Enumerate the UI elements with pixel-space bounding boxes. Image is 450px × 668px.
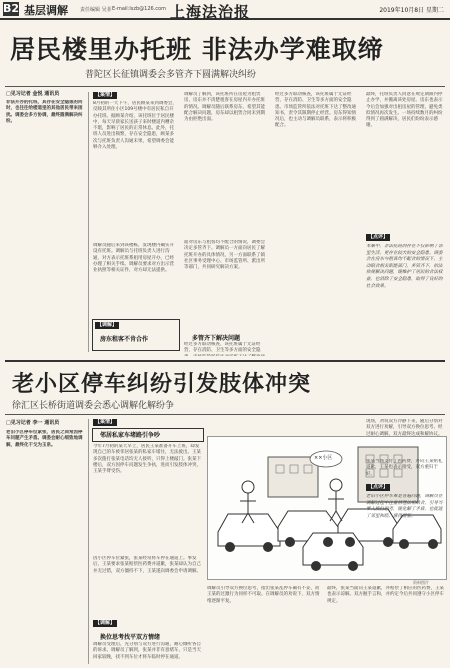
story2-body-e: 最终，张某当面向王某道歉，并赔偿了相应的医药费，王某也表示谅解。双方握手言和，并约定今后共同遵守小区停车规定。: [327, 586, 444, 604]
story1-headline: 居民楼里办托班 非法办学难取缔: [10, 35, 384, 64]
story1-lead: 非法开办的托班，其存在安全隐患的同时，也往往给楼道里的其他居民带来困扰。调委会多方协调，最终圆满解决纠纷。: [6, 100, 83, 124]
column-rule: [88, 419, 89, 664]
story2-comment-label: 【点评】: [368, 484, 389, 490]
illustration-sign-label: ××小区: [314, 455, 333, 461]
section-title: 基层调解: [24, 4, 68, 17]
story2-crosshead2: 换位思考找平双方情绪: [100, 634, 161, 641]
story1-comment-label: 【点评】: [368, 234, 389, 240]
story2-headline: 老小区停车纠纷引发肢体冲突: [12, 372, 312, 397]
story1-body-f: 最终，托班负责人同意在规定期限内停止办学，并搬离该处房屋。房东也表示今后会加强对出租房屋的管理，避免类似情况再次发生。一场持续数月的纠纷得到了圆满解决，居民们纷纷表示感谢。: [366, 92, 443, 129]
story2-body-d: 调解员引导双方换位思考，指出张某乱停车确有不妥，而王某的过激行为同样不可取。在调解员的劝说下，双方情绪逐渐平复。: [207, 586, 320, 604]
story1-byline: □见习记者 金悦 通讯员: [6, 91, 60, 97]
page-number: B2: [3, 2, 20, 15]
story1-body-d: 面对房东与租客均不配合的情况，调委会决定多管齐下。调解员一方面向居民了解托班开办的具体情况，另一方面联系了镇社区事务受理中心、市场监管所、派出所等部门，共同研究解决方案。: [184, 240, 265, 271]
story2-body-c: 调解员受理后，先分别与双方进行沟通，耐心倾听各自的诉求。调解员了解到，张某并非有意堵车，只是当天回家较晚，找不到车位才将车临时停在通道。: [93, 642, 201, 660]
issue-date: 2019年10月8日 星期二: [379, 7, 444, 14]
story1-crosshead1: 房东租客不肯合作: [100, 336, 149, 343]
story2-right-text-b: 张某当场支付了医药费，并向王某赔礼道歉，王某也表示接受，双方重归于好。: [366, 459, 443, 477]
story2-mediation-label: 【调解】: [95, 620, 116, 626]
story1-body-c: 调解员了解到，该托班所在房屋为租赁房，房东并不清楚租客在房屋内开办托班的情况。调解员随后联系房东，希望其能配合解决问题，房东却以租赁合同未到期为由拒绝出面。: [184, 92, 265, 123]
story2-right-text-a: 现场，劝说双方冷静下来，随后分别对双方进行劝解，引导双方换位思考。经过耐心调解，双方最终达成和解协议。: [366, 419, 443, 437]
story2-subhead: 徐汇区长桥街道调委会悉心调解化解纷争: [12, 401, 175, 411]
story1-body-a: 8月初的一天下午，居民顾某来到调委会，反映其所住小区109号楼中有居民私自开办托班。据顾某介绍，该托班位于居民楼中，每天早晨家长送孩子来时楼道内嘈杂不堪，影响了居民的正常休息。此外，托班人员进出频繁，存在安全隐患，顾某多次与托班负责人沟通未果，希望调委会能够介入处理。: [93, 101, 177, 151]
photo-credit: 资料图片: [413, 580, 429, 585]
story1-body-b: 调解员随后来到该楼栋，发现楼内确实开设有托班。调解员与托班负责人进行沟通，对方表示托班系租用房屋开办，已经办理了相关手续。调解员要求对方出示营业执照等相关证件，对方却无法提供。: [93, 243, 174, 274]
divider: [5, 86, 445, 87]
story1-subhead: 普陀区长征镇调委会多管齐下圆满解决纠纷: [85, 70, 257, 80]
email-line: E-mail:lszb@126.com: [112, 6, 166, 12]
story1-comment: 本案中，非法托班的存在不仅影响了邻里生活，更存在较大的安全隐患。调委会在房东与租客均不配合的情况下，主动联合相关职能部门，多管齐下，依法依规解决问题，既维护了居民的合法权益，也消除了安全隐患，取得了良好的社会效果。: [366, 244, 443, 289]
story2-case-label: 【案情】: [95, 419, 116, 425]
story1-case-label: 【案情】: [95, 92, 116, 98]
story2-lead: 老旧小区停车位紧张，居民之间常因停车问题产生矛盾。调委会耐心细致地调解，最终化干戈为玉帛。: [6, 430, 83, 448]
story1-body-e-tail: 经过多方联动核查，该托班属于无证经营，存在消防、卫生等多方面的安全隐: [184, 342, 261, 354]
story2-comment: 老旧小区停车难是普遍问题，调解员在调解过程中注重情理法相结合，引导当事人换位思考，既化解了矛盾，也促进了邻里和睦，值得借鉴。: [366, 494, 443, 519]
story1-crosshead2: 多管齐下解决问题: [192, 335, 241, 342]
section-divider: [5, 360, 445, 362]
divider: [5, 414, 445, 415]
story1-mediation-label: 【调解】: [97, 322, 118, 328]
column-rule: [88, 92, 89, 352]
story2-body-b: 因小区停车位紧张，张某经常将车停在通道上。事发后，王某要求张某赔偿医药费并道歉，张某却认为自己并无过错，双方僵持不下，王某遂向调委会申请调解。: [93, 556, 201, 574]
story2-body-a: 今年7月初的某天早上，居民王某准备开车上班，却发现自己的车被邻居张某的私家车堵住，无法驶出。王某多次拨打张某电话均无人接听，只得上楼敲门。张某下楼后，双方因停车问题发生争执，进而引发肢体冲突，王某手臂受伤。: [93, 444, 201, 475]
editor-line: 责任编辑 吴菲: [80, 7, 112, 13]
story2-crosshead1: 邻居私家车堵路引争吵: [100, 432, 161, 439]
masthead: 上海法治报: [170, 3, 251, 21]
story2-byline: □见习记者 李一 通讯员: [6, 420, 60, 426]
story1-body-e: 经过多方联动核查，该托班属于无证经营，存在消防、卫生等多方面的安全隐患。市场监管所依法对托班下达了整改通知书，责令其限期停止经营。房东得知情况后，也主动与调解员联系，表示将积极配合。: [275, 92, 356, 129]
